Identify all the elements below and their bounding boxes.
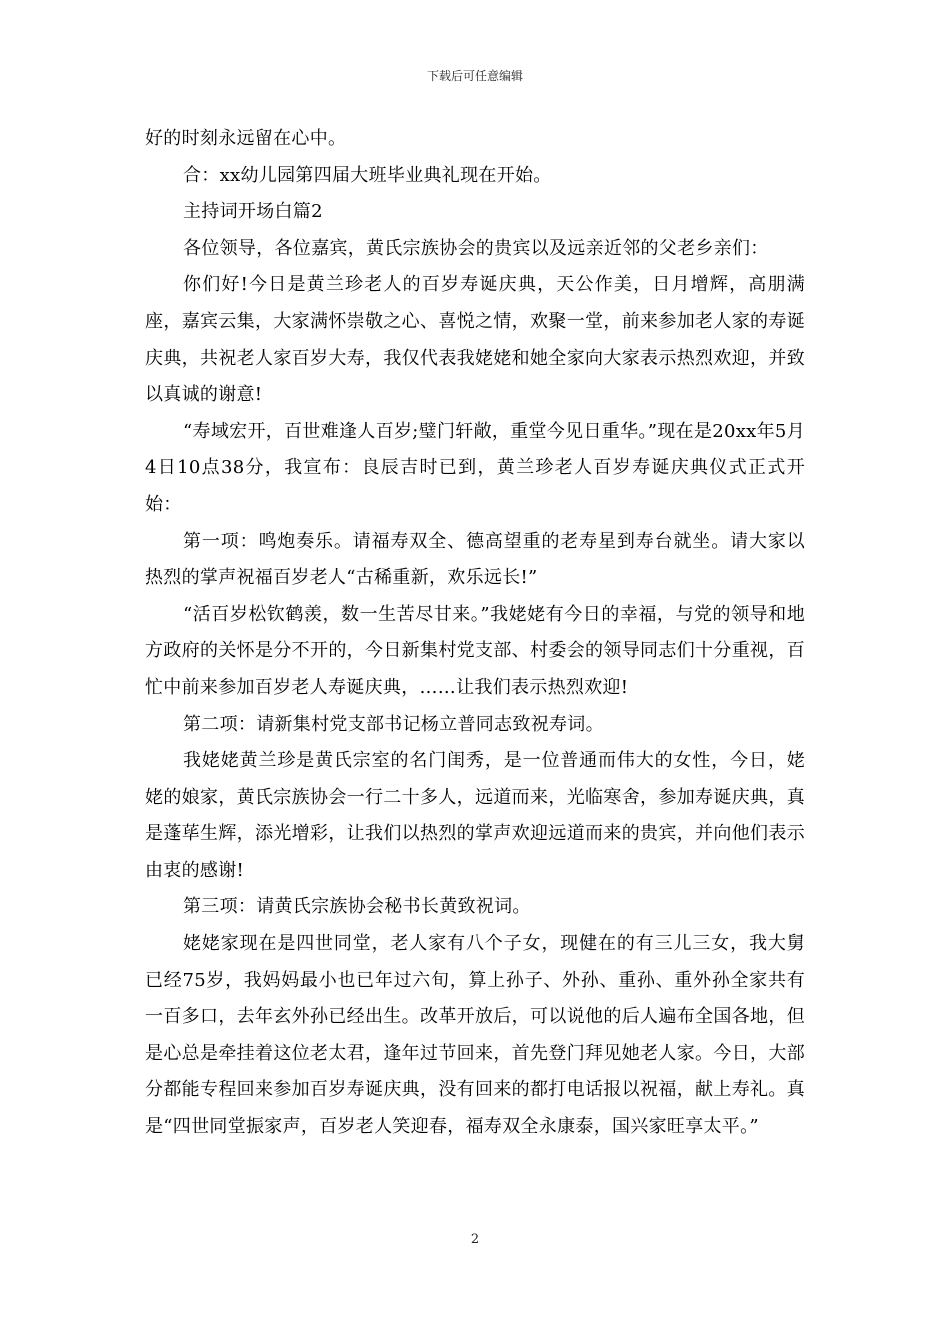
- paragraph-5: 你们好!今日是黄兰珍老人的百岁寿诞庆典，天公作美，日月增辉，高朋满座，嘉宾云集，大家满怀崇敬之心、喜悦之情，欢聚一堂，前来参加老人家的寿诞庆典，共祝老人家百岁大寿，我仅代表我姥姥和她全家向大家表示热烈欢迎，并致以真诚的谢意!: [145, 274, 805, 406]
- paragraph-item-1: 第一项：鸣炮奏乐。请福寿双全、德高望重的老寿星到寿台就坐。请大家以热烈的掌声祝福百岁老人“古稀重新，欢乐远长!”: [145, 530, 805, 589]
- paragraph-greeting: 各位领导，各位嘉宾，黄氏宗族协会的贵宾以及远亲近邻的父老乡亲们：: [183, 237, 769, 259]
- paragraph-1: 好的时刻永远留在心中。: [145, 128, 347, 149]
- paragraph-item-2: 第二项：请新集村党支部书记杨立普同志致祝寿词。: [183, 713, 604, 735]
- paragraph-8: “活百岁松钦鹤羡，数一生苦尽甘来。”我姥姥有今日的幸福，与党的领导和地方政府的关怀是分不开的，今日新集村党支部、村委会的领导同志们十分重视，百忙中前来参加百岁老人寿诞庆典，……让我们表示热烈欢迎!: [145, 603, 805, 698]
- document-body: [145, 121, 805, 1146]
- paragraph-12: 姥姥家现在是四世同堂，老人家有八个子女，现健在的有三儿三女，我大舅已经75岁，我妈妈最小也已年过六旬，算上孙子、外孙、重孙、重外孙全家共有一百多口，去年玄外孙已经出生。改革开放后，可以说他的后人遍布全国各地，但是心总是牵挂着这位老太君，逢年过节回来，首先登门拜见她老人家。今日，大部分都能专程回来参加百岁寿诞庆典，没有回来的都打电话报以祝福，献上寿礼。真是“四世同堂振家声，百岁老人笑迎春，福寿双全永康泰，国兴家旺享太平。”: [145, 933, 805, 1138]
- paragraph-item-3: 第三项：请黄氏宗族协会秘书长黄致祝词。: [183, 896, 531, 918]
- paragraph-6: “寿域宏开，百世难逢人百岁;璧门轩敞，重堂今见日重华。”现在是20xx年5月4日10点38分，我宣布：良辰吉时已到，黄兰珍老人百岁寿诞庆典仪式正式开始：: [145, 420, 805, 515]
- page-header: 下载后可任意编辑: [426, 69, 523, 83]
- page-number: 2: [470, 1232, 480, 1247]
- paragraph-10: 我姥姥黄兰珍是黄氏宗室的名门闺秀，是一位普通而伟大的女性，今日，姥姥的娘家，黄氏宗族协会一行二十多人，远道而来，光临寒舍，参加寿诞庆典，真是蓬荜生辉，添光增彩，让我们以热烈的掌声欢迎远道而来的贵宾，并向他们表示由衷的感谢!: [145, 750, 805, 881]
- section-heading: 主持词开场白篇2: [183, 201, 323, 223]
- paragraph-2: 合：xx幼儿园第四届大班毕业典礼现在开始。: [183, 164, 552, 186]
